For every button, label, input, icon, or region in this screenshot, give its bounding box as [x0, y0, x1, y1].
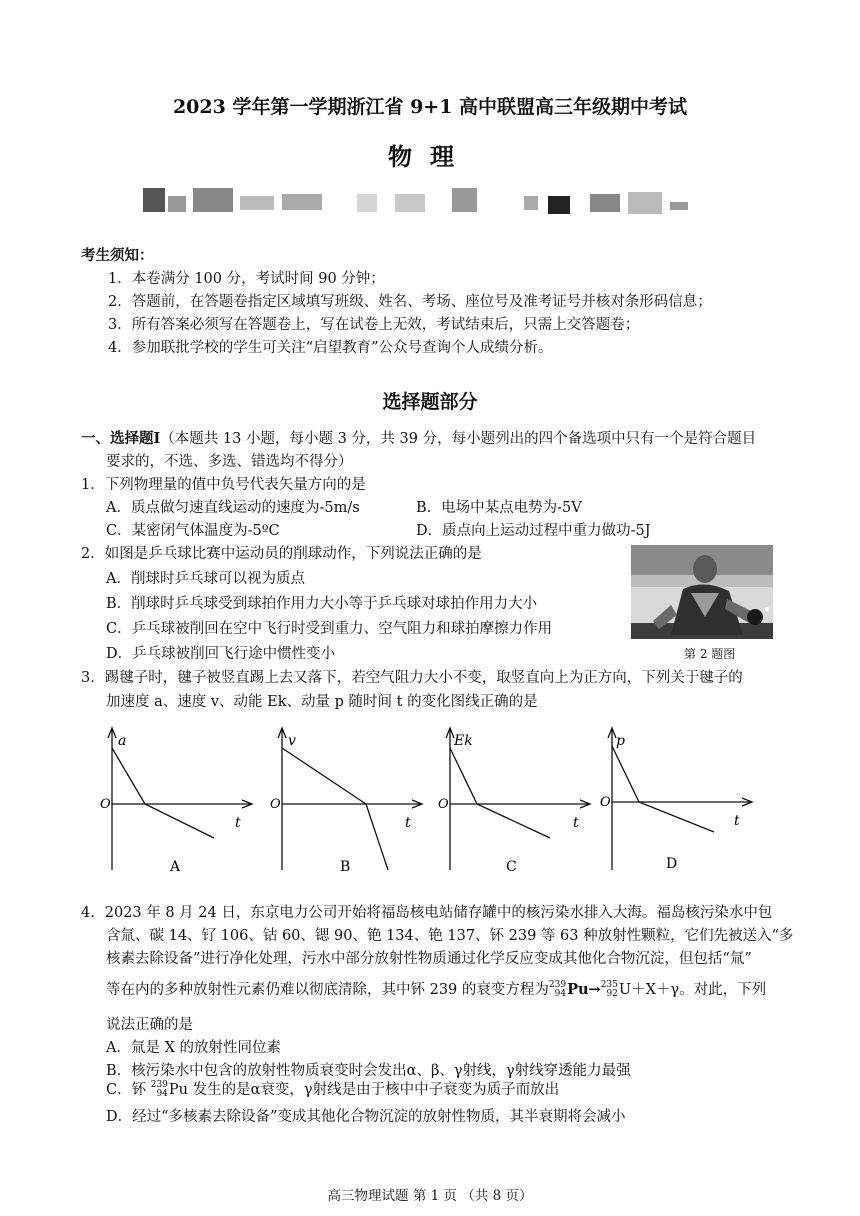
graph-b-svg — [268, 728, 428, 878]
origin-label: O — [270, 797, 281, 812]
graph-option-label: A — [170, 859, 181, 875]
q4-option-b: B．核污染水中包含的放射性物质衰变时会发出α、β、γ射线，γ射线穿透能力最强 — [106, 1063, 631, 1079]
q1-option-c: C．某密闭气体温度为-5ºC — [106, 523, 280, 539]
y-axis-label: p — [616, 733, 625, 749]
q3-stem-cont: 加速度 a、速度 v、动能 Ek、动量 p 随时间 t 的变化图线正确的是 — [106, 694, 538, 710]
q1-stem: 1．下列物理量的值中负号代表矢量方向的是 — [81, 477, 366, 493]
q4-option-d: D．经过“多核素去除设备”变成其他化合物沉淀的放射性物质，其半衰期将会减小 — [106, 1109, 626, 1125]
q3-graph-c — [436, 728, 596, 878]
q4-line4-end: 。对此，下列 — [679, 982, 767, 998]
part-heading — [81, 427, 756, 448]
graph-a-svg — [98, 728, 258, 878]
q1-option-b: B．电场中某点电势为-5V — [416, 500, 582, 516]
u-symbol-rest: U＋X＋γ — [618, 982, 680, 998]
part-label: 一、选择题Ⅰ — [81, 430, 161, 447]
y-axis-label: Ek — [454, 733, 473, 749]
notice-item: 3．所有答案必须写在答题卷上，写在试卷上无效，考试结束后，只需上交答题卷； — [108, 317, 640, 333]
table-tennis-player-photo — [631, 545, 773, 639]
pu-nuclide-numbers — [549, 981, 566, 999]
q4-stem-line4 — [106, 978, 766, 999]
x-axis-label: t — [405, 815, 411, 831]
q3-graph-b — [268, 728, 428, 878]
q4-stem-line3: 核素去除设备”进行净化处理，污水中部分放射性物质通过化学反应变成其他化合物沉淀，但包括“氚” — [106, 951, 752, 967]
pu-charge-number: 94 — [554, 989, 567, 999]
q2-option-b: B．削球时乒乓球受到球拍作用力大小等于乒乓球对球拍作用力大小 — [106, 596, 538, 612]
y-axis-label: a — [118, 733, 127, 749]
q4-c-post: Pu 发生的是α衰变，γ射线是由于核中中子衰变为质子而放出 — [168, 1082, 560, 1098]
graph-curve — [450, 748, 550, 838]
x-axis-label: t — [235, 815, 241, 831]
section-title: 选择题部分 — [382, 391, 478, 413]
pu-charge-number: 94 — [156, 1089, 168, 1099]
notice-item: 4．参加联批学校的学生可关注“启望教育”公众号查询个人成绩分析。 — [108, 340, 553, 356]
graph-option-label: C — [506, 859, 517, 875]
x-axis-label: t — [734, 813, 740, 829]
x-axis-label: t — [573, 815, 579, 831]
u-nuclide-numbers — [601, 981, 618, 999]
part-desc: （本题共 13 小题，每小题 3 分，共 39 分，每小题列出的四个备选项中只有一个是符合题目 — [160, 431, 757, 447]
pu-nuclide-numbers — [151, 1081, 168, 1099]
y-axis-label: v — [288, 733, 296, 749]
q4-line4-text: 等在内的多种放射性元素仍难以彻底清除，其中钚 239 的衰变方程为 — [106, 982, 549, 998]
q2-option-c: C．乒乓球被削回在空中飞行时受到重力、空气阻力和球拍摩擦力作用 — [106, 621, 553, 637]
q2-option-a: A．削球时乒乓球可以视为质点 — [106, 571, 305, 587]
q3-graph-d — [598, 728, 758, 878]
pu-mass-number: 239 — [548, 980, 567, 990]
notice-heading: 考生须知： — [81, 247, 154, 264]
graph-curve — [112, 748, 214, 838]
u-mass-number: 235 — [600, 980, 618, 990]
pu-symbol: Pu→ — [567, 981, 601, 998]
q1-option-a: A．质点做匀速直线运动的速度为-5m/s — [106, 500, 360, 516]
q2-figure-caption: 第 2 题图 — [684, 647, 736, 661]
graph-curve — [612, 746, 714, 832]
exam-title: 2023 学年第一学期浙江省 9+1 高中联盟高三年级期中考试 — [172, 96, 688, 118]
pu-mass-number: 239 — [150, 1080, 168, 1090]
origin-label: O — [600, 795, 611, 810]
q3-graph-a — [98, 728, 258, 878]
q4-stem-line5: 说法正确的是 — [106, 1017, 193, 1033]
graph-curve — [282, 748, 388, 870]
page-footer: 高三物理试题 第 1 页 （共 8 页） — [327, 1188, 533, 1204]
q4-stem-line2: 含氚、碳 14、钌 106、钴 60、锶 90、铯 134、铯 137、钚 239 等 63 种放射性颗粒，它们先被送入“多 — [106, 928, 794, 944]
q2-option-d: D．乒乓球被削回飞行途中惯性变小 — [106, 646, 336, 662]
q3-stem: 3．踢毽子时，毽子被竖直踢上去又落下，若空气阻力大小不变，取竖直向上为正方向，下列关于毽子的 — [81, 670, 743, 686]
graph-d-svg — [598, 728, 758, 878]
notice-item: 1．本卷满分 100 分，考试时间 90 分钟； — [108, 271, 385, 287]
graph-c-svg — [436, 728, 596, 878]
q2-stem: 2．如图是乒乓球比赛中运动员的削球动作，下列说法正确的是 — [81, 546, 482, 562]
subject-title: 物理 — [388, 142, 472, 171]
q1-option-d: D．质点向上运动过程中重力做功-5J — [416, 523, 651, 539]
origin-label: O — [100, 797, 111, 812]
graph-option-label: B — [340, 859, 351, 875]
q4-option-a: A．氚是 X 的放射性同位素 — [106, 1040, 282, 1056]
part-desc-cont: 要求的，不选、多选、错选均不得分） — [106, 454, 353, 470]
q4-c-pre: C．钚 — [106, 1082, 151, 1098]
q4-stem-line1: 4．2023 年 8 月 24 日，东京电力公司开始将福岛核电站储存罐中的核污染水排入大海。福岛核污染水中包 — [81, 905, 773, 921]
graph-option-label: D — [666, 856, 678, 872]
u-charge-number: 92 — [606, 989, 618, 999]
notice-item: 2．答题前，在答题卷指定区域填写班级、姓名、考场、座位号及准考证号并核对条形码信息； — [108, 294, 712, 310]
q4-option-c — [106, 1078, 559, 1099]
origin-label: O — [438, 797, 449, 812]
